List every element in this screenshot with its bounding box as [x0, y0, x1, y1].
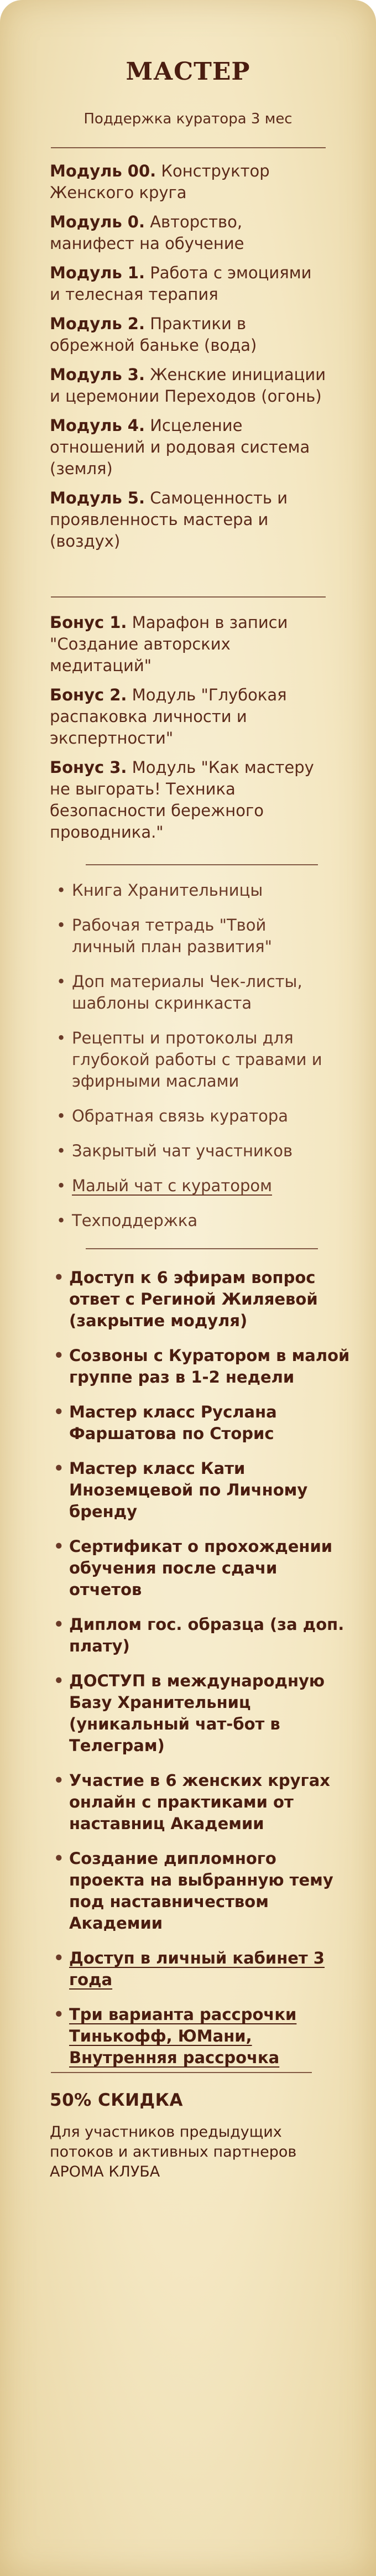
discount-title: 50% СКИДКА — [50, 2090, 183, 2110]
feature-item: • Доступ к 6 эфирам вопрос ответ с Региной Жиляевой (закрытие модуля) — [53, 1267, 351, 1332]
materials-section — [55, 880, 332, 1245]
module-item: Модуль 5. Самоценность и проявленность мастера и (воздух) — [50, 489, 288, 550]
list-item: • Техподдержка — [55, 1210, 332, 1232]
divider — [86, 864, 318, 865]
module-item: Модуль 1. Работа с эмоциями и телесная терапия — [50, 263, 312, 304]
feature-item: • Сертификат о прохождении обучения после сдачи отчетов — [53, 1536, 351, 1601]
feature-item: • Созвоны с Куратором в малой группе раз в 1-2 недели — [53, 1345, 351, 1388]
discount-text: Для участников предыдущих потоков и активных партнеров АРОМА КЛУБА — [50, 2123, 297, 2180]
feature-item: • Мастер класс Руслана Фаршатова по Сторис — [53, 1401, 351, 1445]
list-item: • Рецепты и протоколы для глубокой работы с травами и эфирными маслами — [55, 1027, 332, 1092]
divider — [86, 1248, 318, 1249]
feature-item: • Участие в 6 женских кругах онлайн с практиками от наставниц Академии — [53, 1770, 351, 1835]
discount-section — [50, 2090, 337, 2182]
installment-link[interactable]: • Три варианта рассрочки Тинькофф, ЮМани, Внутренняя рассрочка — [53, 2004, 351, 2069]
feature-item: • ДОСТУП в международную Базу Хранительниц (уникальный чат-бот в Телеграм) — [53, 1670, 351, 1757]
list-item: • Доп материалы Чек-листы, шаблоны скринкаста — [55, 971, 332, 1014]
list-item: • Обратная связь куратора — [55, 1105, 332, 1127]
module-item: Модуль 0. Авторство, манифест на обучение — [50, 212, 244, 253]
divider — [51, 596, 326, 598]
features-section — [53, 1267, 351, 2082]
feature-item: • Создание дипломного проекта на выбранную тему под наставничеством Академии — [53, 1848, 351, 1934]
plan-subtitle: Поддержка куратора 3 мес — [83, 111, 293, 127]
module-item: Модуль 3. Женские инициации и церемонии Переходов (огонь) — [50, 365, 326, 406]
list-item: • Рабочая тетрадь "Твой личный план развития" — [55, 915, 332, 958]
plan-title: МАСТЕР — [126, 58, 250, 86]
list-item: • Книга Хранительницы — [55, 880, 332, 901]
list-item: • Закрытый чат участников — [55, 1140, 332, 1162]
bonus-item: Бонус 2. Модуль "Глубокая распаковка личности и экспертности" — [50, 685, 287, 747]
feature-item: • Диплом гос. образца (за доп. плату) — [53, 1614, 351, 1657]
modules-section — [50, 160, 326, 560]
module-item: Модуль 2. Практики в обрежной баньке (вода) — [50, 314, 257, 355]
divider — [51, 2072, 312, 2073]
module-item: Модуль 00. Конструктор Женского круга — [50, 162, 270, 202]
feature-item: • Мастер класс Кати Иноземцевой по Личному бренду — [53, 1458, 351, 1523]
curator-chat-link[interactable]: • Малый чат с куратором — [55, 1175, 332, 1197]
cabinet-access-link[interactable]: • Доступ в личный кабинет 3 года — [53, 1947, 351, 1991]
bonus-item: Бонус 1. Марафон в записи "Создание авторских медитаций" — [50, 613, 288, 675]
divider — [51, 147, 326, 148]
module-item: Модуль 4. Исцеление отношений и родовая система (земля) — [50, 416, 310, 478]
bonuses-section — [50, 612, 326, 851]
bonus-item: Бонус 3. Модуль "Как мастеру не выгорать! Техника безопасности бережного проводника." — [50, 758, 314, 842]
